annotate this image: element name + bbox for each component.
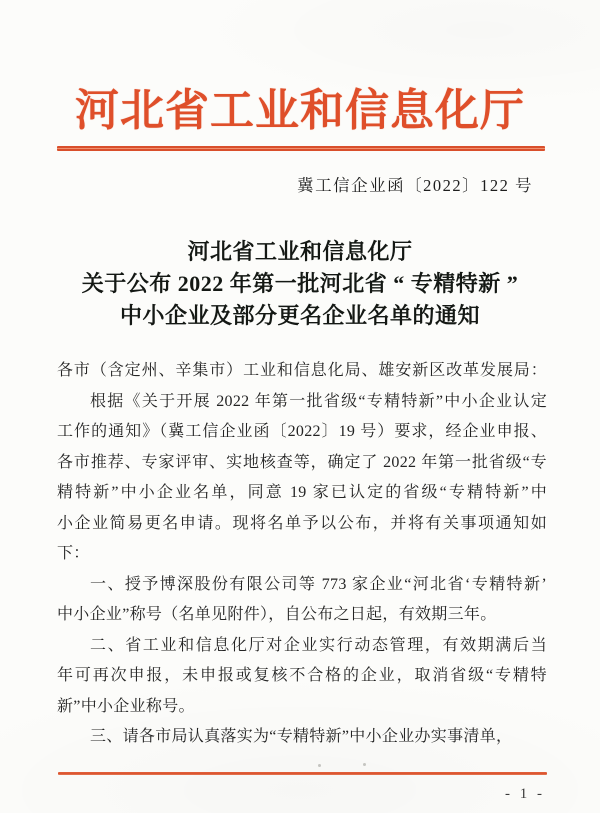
body-line: 各市推荐、专家评审、实地核查等，确定了 2022 年第一批省级“专 [57, 453, 547, 471]
document-number: 冀工信企业函〔2022〕122 号 [297, 176, 533, 195]
notice-body [57, 356, 547, 753]
notice-title-line-1: 河北省工业和信息化厅 [187, 239, 413, 264]
body-line: 年可再次申报，未申报或复核不合格的企业，取消省级“专精特 [57, 667, 547, 684]
notice-title [0, 236, 600, 332]
scan-speck [318, 764, 321, 767]
page-number: - 1 - [505, 786, 545, 802]
body-line: 新”中小企业称号。 [57, 697, 195, 715]
body-line: 精特新”中小企业名单，同意 19 家已认定的省级“专精特新”中 [57, 484, 547, 501]
body-line-item-3: 三、请各市局认真落实为“专精特新”中小企业办实事清单， [90, 728, 513, 745]
scan-speck [363, 763, 366, 766]
body-line: 下： [57, 545, 90, 562]
body-line: 工作的通知》（冀工信企业函〔2022〕19 号）要求，经企业申报、 [57, 423, 547, 440]
body-line: 中小企业”称号（名单见附件），自公布之日起，有效期三年。 [57, 606, 497, 623]
letterhead-agency-title: 河北省工业和信息化厅 [75, 86, 525, 135]
body-line-salutation: 各市（含定州、辛集市）工业和信息化局、雄安新区改革发展局： [57, 362, 547, 379]
letterhead-divider [57, 146, 545, 151]
body-line: 小企业简易更名申请。现将名单予以公布，并将有关事项通知如 [57, 514, 547, 532]
notice-title-line-3: 中小企业及部分更名企业名单的通知 [119, 303, 480, 328]
body-line: 根据《关于开展 2022 年第一批省级“专精特新”中小企业认定 [90, 392, 547, 410]
footer-divider [58, 772, 547, 775]
body-line-item-1: 一、授予博深股份有限公司等 773 家企业“河北省‘专精特新’ [90, 575, 547, 593]
body-line-item-2: 二、省工业和信息化厅对企业实行动态管理，有效期满后当 [90, 636, 547, 654]
notice-title-line-2: 关于公布 2022 年第一批河北省 “ 专精特新 ” [81, 271, 519, 296]
